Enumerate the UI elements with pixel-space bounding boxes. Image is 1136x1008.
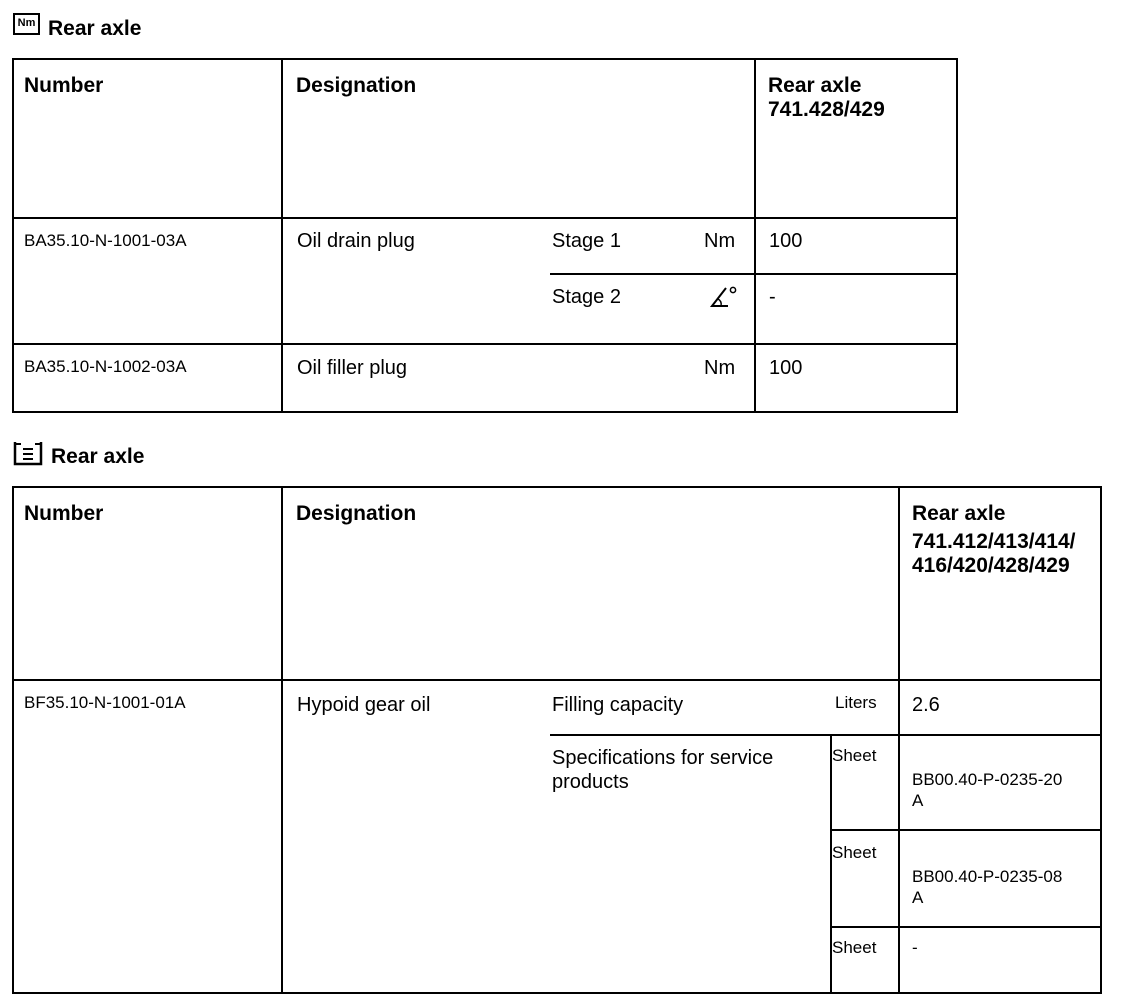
- row-number: BA35.10-N-1001-03A: [24, 231, 187, 250]
- unit-label: Nm: [704, 357, 736, 379]
- capacity-table: [12, 486, 1102, 994]
- stage-label: Stage 2: [552, 286, 621, 308]
- unit-label: Sheet: [832, 843, 877, 862]
- header-designation: Designation: [296, 74, 417, 97]
- header-model: Rear axle 741.428/429: [768, 74, 885, 121]
- value-cell: -: [769, 286, 776, 308]
- specifications-label: Specifications for service products: [552, 747, 774, 793]
- header-designation: Designation: [296, 502, 417, 525]
- value-cell: 100: [769, 230, 803, 252]
- header-model: Rear axle 741.412/413/414/ 416/420/428/429: [912, 502, 1076, 577]
- unit-label: Nm: [704, 230, 736, 252]
- sheet-reference: BB00.40-P-0235-20 A: [912, 770, 1063, 810]
- stage-label: Stage 1: [552, 230, 621, 252]
- header-number: Number: [24, 502, 104, 525]
- filling-capacity-label: Filling capacity: [552, 694, 684, 716]
- unit-label: Sheet: [832, 746, 877, 765]
- header-number: Number: [24, 74, 104, 97]
- filling-capacity-icon: [13, 440, 43, 466]
- row-designation: Oil drain plug: [297, 230, 415, 252]
- row-designation: Hypoid gear oil: [297, 694, 431, 716]
- sheet-reference: BB00.40-P-0235-08 A: [912, 867, 1063, 907]
- row-number: BA35.10-N-1002-03A: [24, 357, 187, 376]
- value-cell: 100: [769, 357, 803, 379]
- row-number: BF35.10-N-1001-01A: [24, 693, 186, 712]
- unit-label: Liters: [835, 693, 877, 712]
- torque-table: [12, 58, 958, 413]
- torque-nm-icon: Nm: [13, 13, 40, 35]
- section-title-torque: Rear axle: [48, 17, 142, 40]
- unit-label: Sheet: [832, 938, 877, 957]
- value-cell: 2.6: [912, 694, 940, 716]
- row-designation: Oil filler plug: [297, 357, 408, 379]
- angle-degree-icon: [708, 284, 740, 310]
- section-title-capacity: Rear axle: [51, 445, 145, 468]
- sheet-reference: -: [912, 938, 918, 957]
